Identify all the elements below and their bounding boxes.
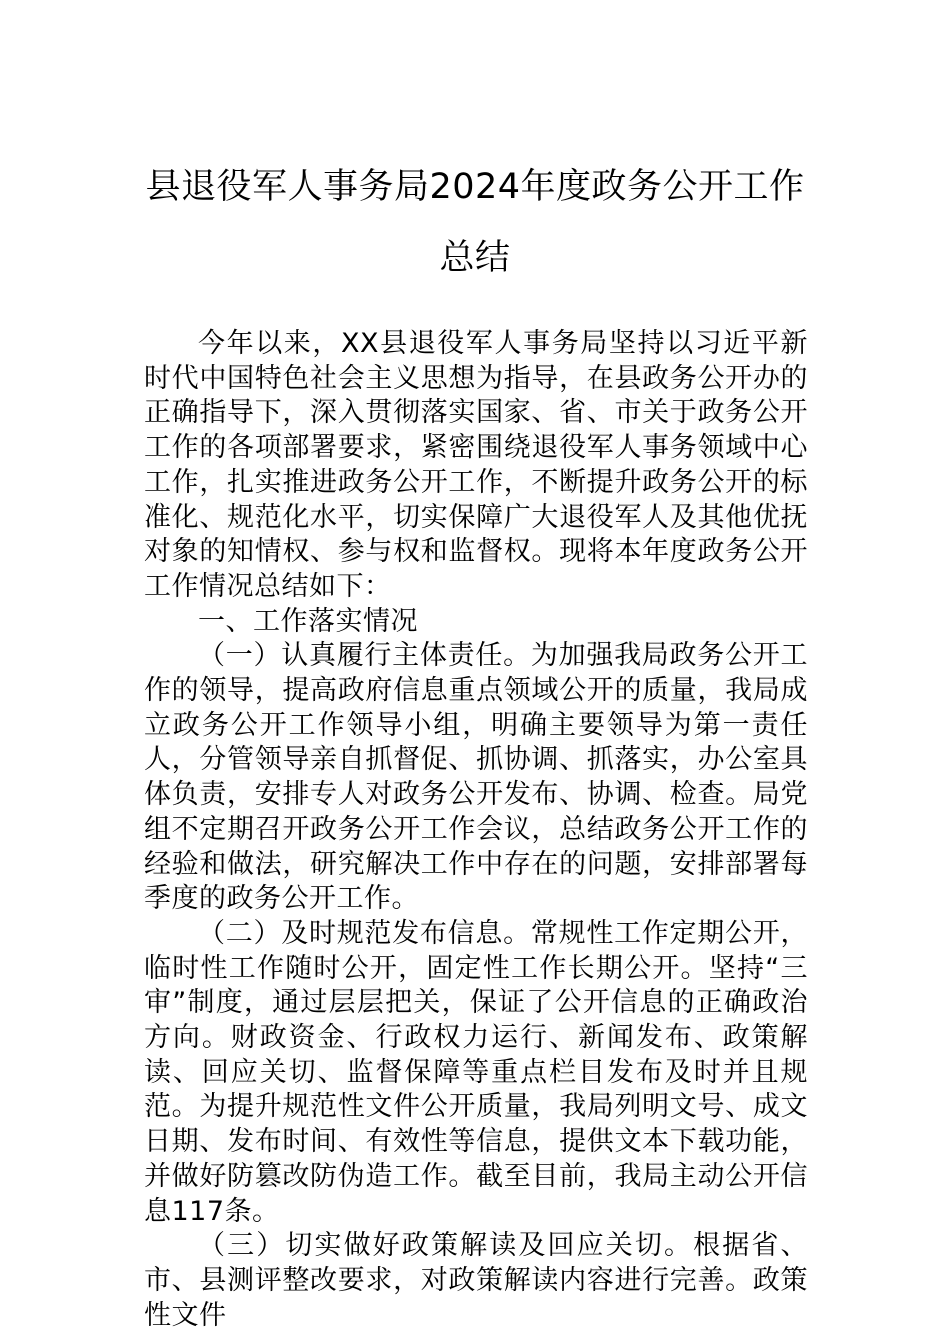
- document-body: [144, 327, 808, 1333]
- paragraph-subsection-1: （一）认真履行主体责任。为加强我局政务公开工作的领导，提高政府信息重点领域公开的质量，我局成立政务公开工作领导小组，明确主要领导为第一责任人，分管领导亲自抓督促、抓协调、抓落实，办公室具体负责，安排专人对政务公开发布、协调、检查。局党组不定期召开政务公开工作会议，总结政务公开工作的经验和做法，研究解决工作中存在的问题，安排部署每季度的政务公开工作。: [144, 640, 808, 915]
- document-title-line-2: 总结: [439, 238, 511, 278]
- paragraph-intro: 今年以来，XX县退役军人事务局坚持以习近平新时代中国特色社会主义思想为指导，在县政务公开办的正确指导下，深入贯彻落实国家、省、市关于政务公开工作的各项部署要求，紧密围绕退役军人事务领域中心工作，扎实推进政务公开工作，不断提升政务公开的标准化、规范化水平，切实保障广大退役军人及其他优抚对象的知情权、参与权和监督权。现将本年度政务公开工作情况总结如下：: [144, 328, 808, 602]
- paragraph-subsection-3: （三）切实做好政策解读及回应关切。根据省、市、县测评整改要求，对政策解读内容进行完善。政策性文件: [144, 1230, 808, 1331]
- paragraph-subsection-2: （二）及时规范发布信息。常规性工作定期公开，临时性工作随时公开，固定性工作长期公开。坚持“三审”制度，通过层层把关，保证了公开信息的正确政治方向。财政资金、行政权力运行、新闻发布、政策解读、回应关切、监督保障等重点栏目发布及时并且规范。为提升规范性文件公开质量，我局列明文号、成文日期、发布时间、有效性等信息，提供文本下载功能，并做好防篡改防伪造工作。截至目前，我局主动公开信息117条。: [144, 917, 808, 1227]
- document-title-line-1: 县退役军人事务局2024年度政务公开工作: [145, 167, 805, 207]
- section-heading-1: 一、工作落实情况: [198, 605, 418, 637]
